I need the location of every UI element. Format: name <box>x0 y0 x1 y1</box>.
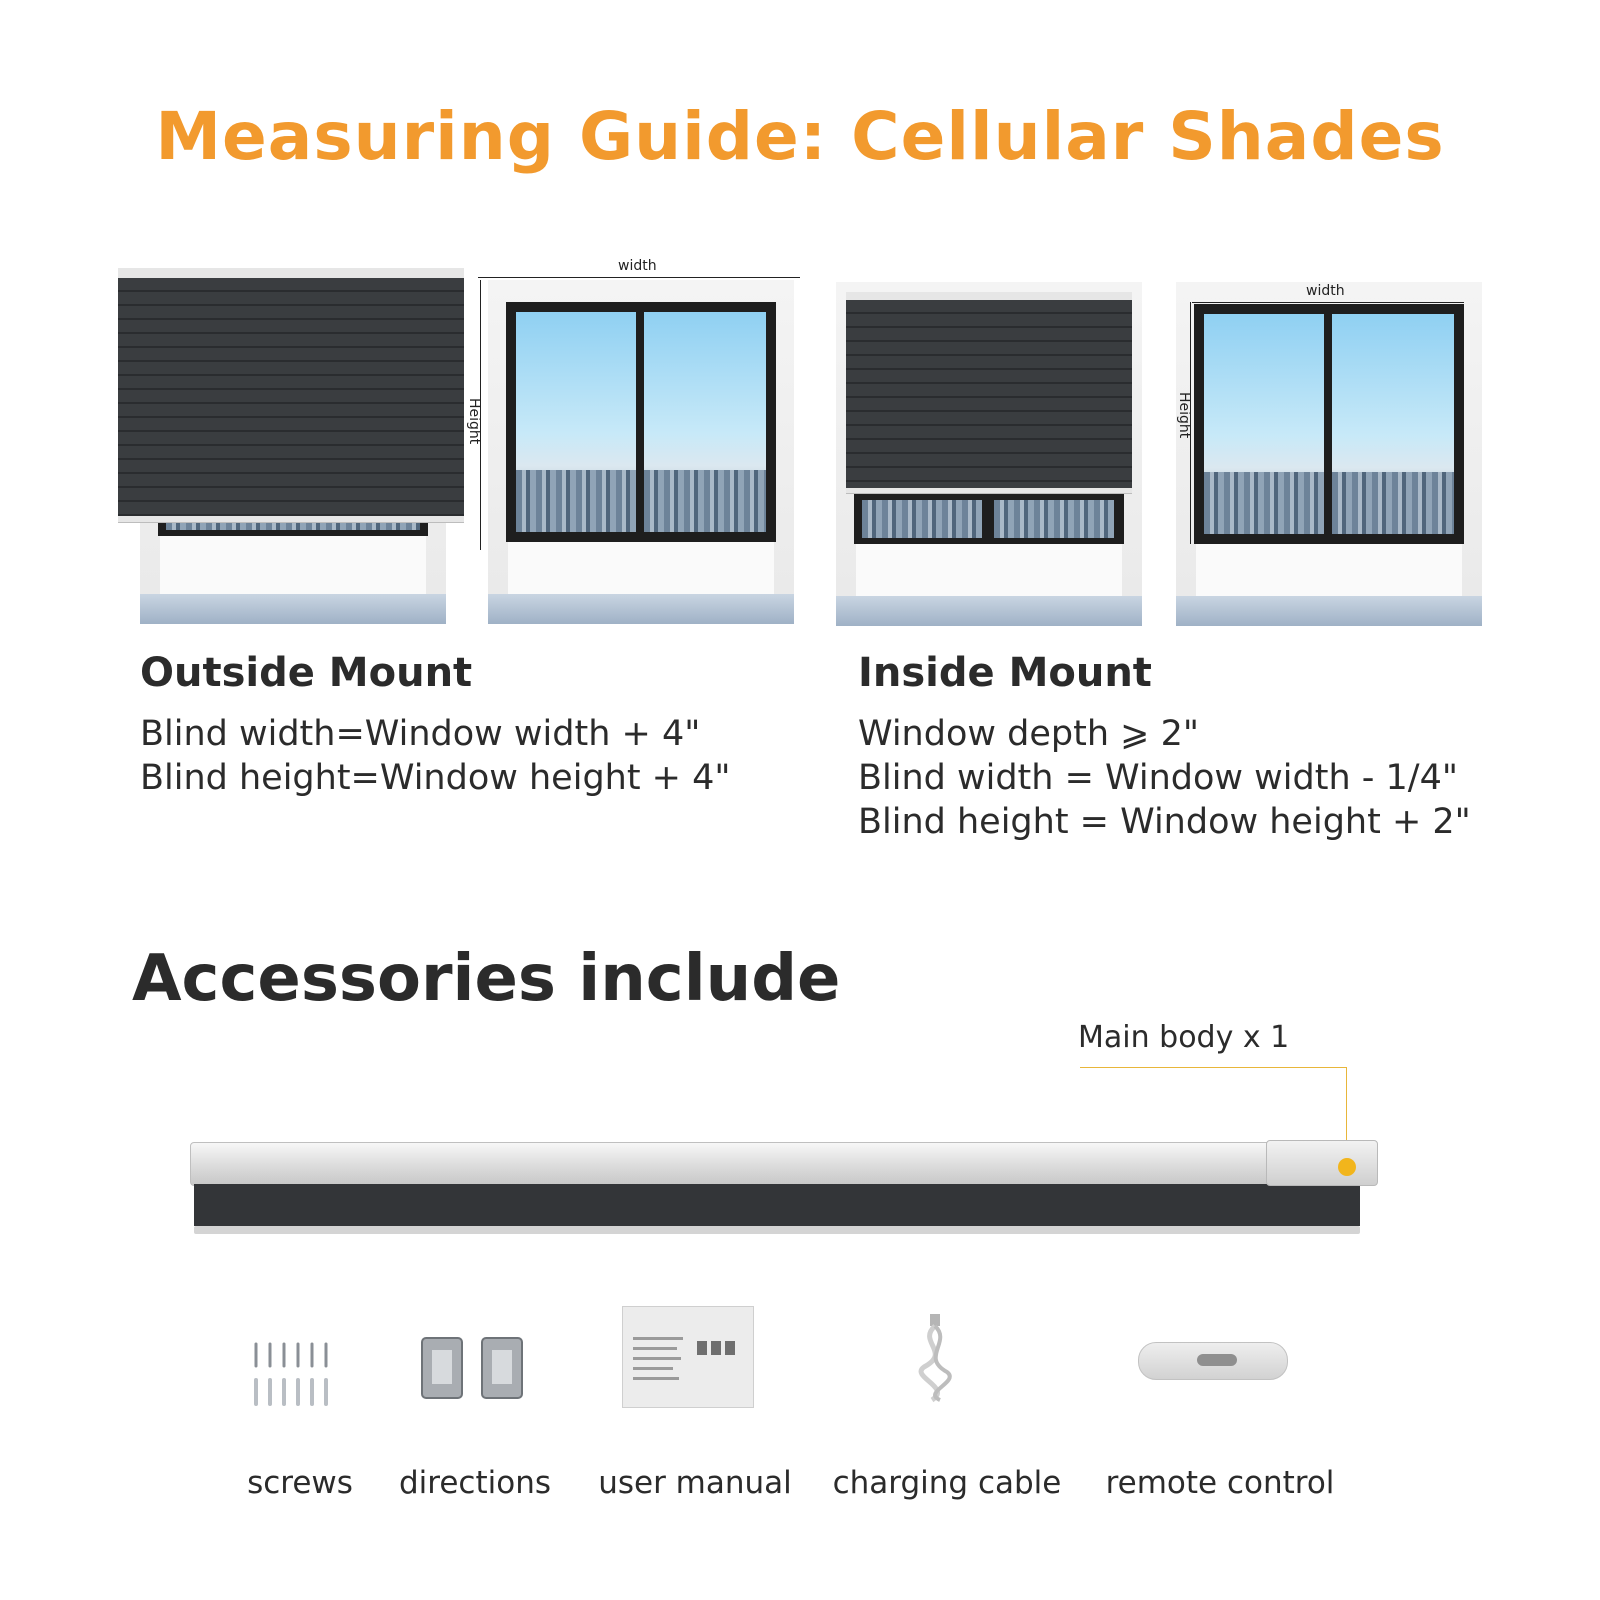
main-body-indicator-dot <box>1338 1158 1356 1176</box>
outside-shade-bottomrail <box>118 516 464 523</box>
inside-mount-heading: Inside Mount <box>858 650 1152 696</box>
outside-shade-fabric <box>118 278 464 516</box>
main-body-label: Main body x 1 <box>1078 1020 1290 1055</box>
inside-width-arrow <box>1192 302 1464 303</box>
outside-width-arrow <box>478 277 800 278</box>
main-body-fabric <box>194 1184 1360 1226</box>
inside-mount-line-3: Blind height = Window height + 2" <box>858 802 1471 842</box>
accessory-label-charging-cable: charging cable <box>832 1465 1062 1501</box>
main-body-motor-cap <box>1266 1140 1378 1186</box>
inside-mount-window-image <box>1176 282 1482 626</box>
outside-height-label: Height <box>466 398 482 445</box>
main-body-bottomrail <box>194 1226 1360 1234</box>
outside-mount-heading: Outside Mount <box>140 650 473 696</box>
accessories-heading: Accessories include <box>132 942 841 1016</box>
inside-mount-line-2: Blind width = Window width - 1/4" <box>858 758 1458 798</box>
outside-mount-line-2: Blind height=Window height + 4" <box>140 758 731 798</box>
accessory-label-screws: screws <box>247 1465 353 1501</box>
charging-cable-icon <box>912 1312 962 1404</box>
inside-height-label: Height <box>1176 392 1192 439</box>
inside-width-label: width <box>1306 283 1345 299</box>
accessory-label-directions: directions <box>398 1465 551 1501</box>
outside-mount-line-1: Blind width=Window width + 4" <box>140 714 701 754</box>
user-manual-icon <box>622 1306 754 1408</box>
inside-mount-line-1: Window depth ⩾ 2" <box>858 714 1199 754</box>
brackets-icon <box>420 1334 530 1404</box>
accessory-label-remote-control: remote control <box>1105 1465 1335 1501</box>
main-body-leader-line <box>1080 1067 1346 1068</box>
remote-control-icon <box>1138 1342 1288 1380</box>
outside-width-label: width <box>618 258 657 274</box>
outside-mount-window-image <box>488 280 794 624</box>
main-body-headrail <box>190 1142 1372 1186</box>
page-title: Measuring Guide: Cellular Shades <box>155 98 1445 175</box>
accessory-label-user-manual: user manual <box>598 1465 792 1501</box>
screws-icon <box>248 1340 338 1410</box>
inside-mount-shade-image <box>836 282 1142 626</box>
